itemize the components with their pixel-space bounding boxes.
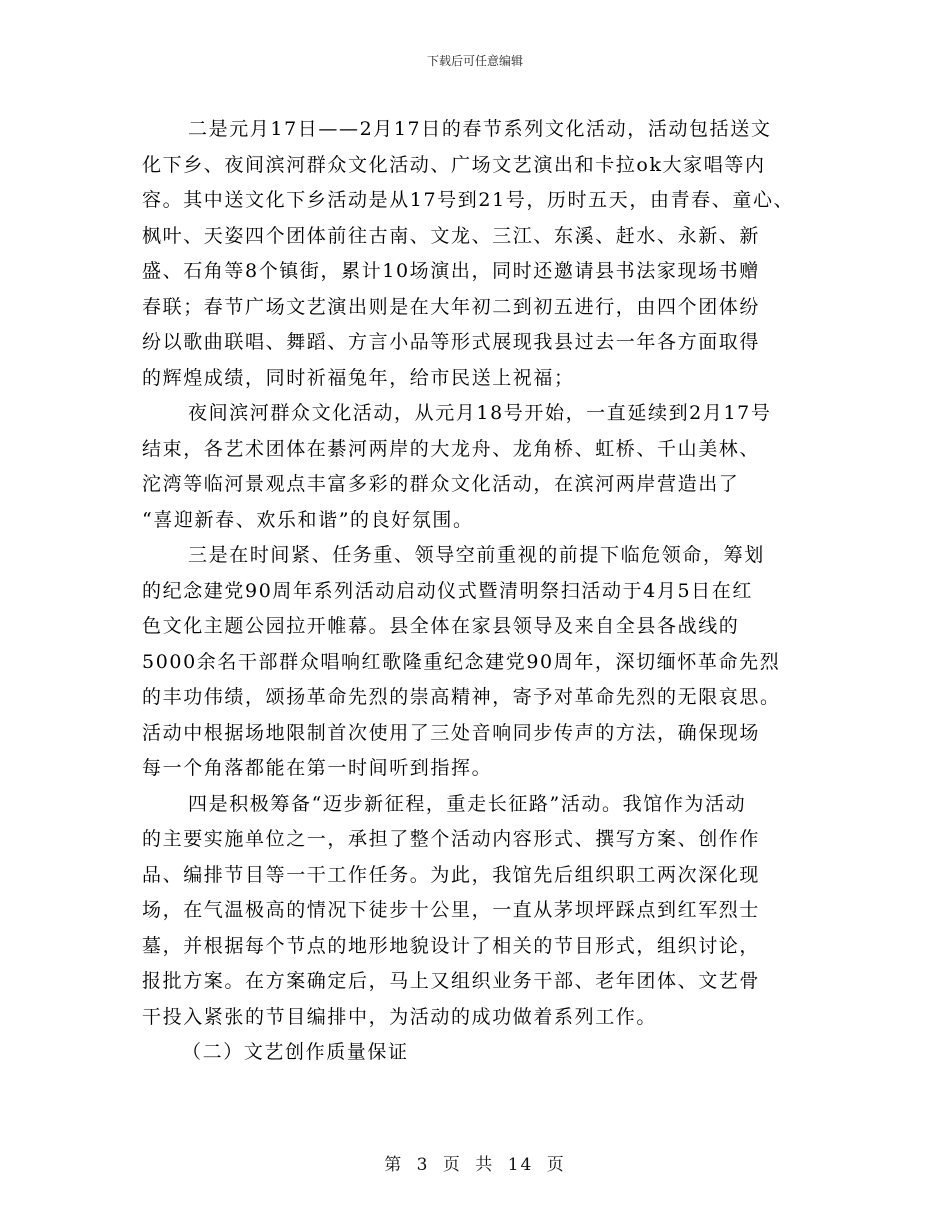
paragraph-line: 二是元月17日——2月17日的春节系列文化活动，活动包括送文	[188, 118, 772, 140]
paragraph-line: 纷以歌曲联唱、舞蹈、方言小品等形式展现我县过去一年各方面取得	[142, 331, 761, 353]
paragraph-line: 干投入紧张的节目编排中，为活动的成功做着系列工作。	[142, 1005, 658, 1028]
paragraph-line: 沱湾等临河景观点丰富多彩的群众文化活动，在滨河两岸营造出了	[142, 473, 740, 495]
paragraph-line: 每一个角落都能在第一时间听到指挥。	[142, 757, 493, 779]
paragraph-line: 三是在时间紧、任务重、领导空前重视的前提下临危领命，筹划	[188, 544, 765, 566]
page-number-footer: 第 3 页 共 14 页	[384, 1155, 566, 1175]
paragraph-line: 盛、石角等8个镇街，累计10场演出，同时还邀请县书法家现场书赠	[142, 260, 760, 282]
paragraph-line: 的主要实施单位之一，承担了整个活动内容形式、撰写方案、创作作	[142, 828, 761, 850]
paragraph-line: 品、编排节目等一干工作任务。为此，我馆先后组织职工两次深化现	[142, 863, 761, 886]
paragraph-line: 的纪念建党90周年系列活动启动仪式暨清明祭扫活动于4月5日在红	[142, 579, 753, 602]
paragraph-line: 枫叶、天姿四个团体前往古南、文龙、三江、东溪、赶水、永新、新	[142, 224, 761, 247]
paragraph-line: 的丰功伟绩，颂扬革命先烈的崇高精神，寄予对革命先烈的无限哀思。	[142, 686, 781, 708]
paragraph-line: 四是积极筹备“迈步新征程，重走长征路”活动。我馆作为活动	[188, 792, 747, 815]
document-body	[142, 112, 832, 1071]
paragraph-line: “喜迎新春、欢乐和谐”的良好氛围。	[142, 508, 474, 531]
paragraph-line: 春联；春节广场文艺演出则是在大年初二到初五进行，由四个团体纷	[142, 295, 761, 318]
paragraph-line: 墓，并根据每个节点的地形地貌设计了相关的节目形式，组织讨论，	[142, 934, 761, 957]
paragraph-line: 容。其中送文化下乡活动是从17号到21号，历时五天，由青春、童心、	[142, 189, 795, 211]
paragraph-line: 场，在气温极高的情况下徒步十公里，一直从茅坝坪踩点到红军烈士	[142, 899, 761, 921]
header-note: 下载后可任意编辑	[426, 54, 523, 68]
paragraph-line: 结束，各艺术团体在綦河两岸的大龙舟、龙角桥、虹桥、千山美林、	[142, 437, 761, 460]
paragraph-line: 色文化主题公园拉开帷幕。县全体在家县领导及来自全县各战线的	[142, 615, 740, 637]
paragraph-line: 的辉煌成绩，同时祈福兔年，给市民送上祝福；	[142, 366, 575, 389]
section-heading: （二）文艺创作质量保证	[182, 1041, 409, 1063]
paragraph-line: 5000余名干部群众唱响红歌隆重纪念建党90周年，深切缅怀革命先烈	[142, 650, 781, 673]
paragraph-line: 夜间滨河群众文化活动，从元月18号开始，一直延续到2月17号	[188, 402, 772, 424]
paragraph-line: 化下乡、夜间滨河群众文化活动、广场文艺演出和卡拉ok大家唱等内	[142, 153, 766, 176]
paragraph-line: 报批方案。在方案确定后，马上又组织业务干部、老年团体、文艺骨	[142, 970, 761, 992]
paragraph-line: 活动中根据场地限制首次使用了三处音响同步传声的方法，确保现场	[142, 721, 761, 744]
